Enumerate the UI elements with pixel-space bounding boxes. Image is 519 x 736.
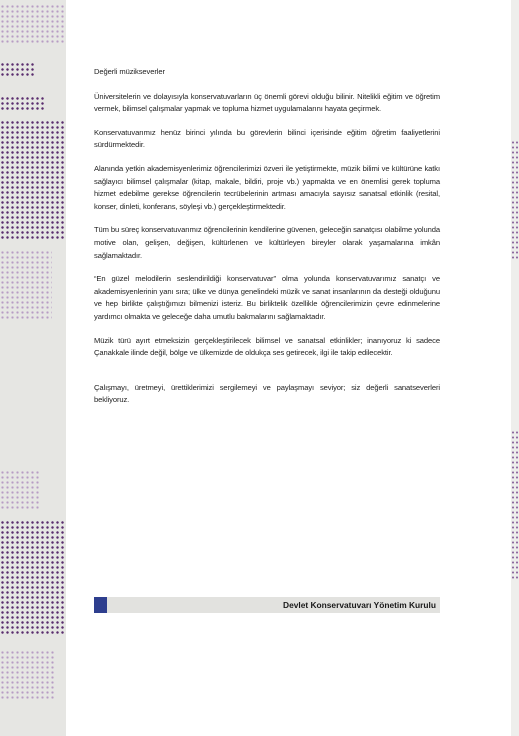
dot-pattern-upper-2 [0, 96, 46, 110]
signature-accent-block [94, 597, 107, 613]
dot-pattern-bottom [0, 650, 56, 700]
dot-pattern-middle-light [0, 250, 52, 320]
signature-bar [94, 597, 440, 613]
paragraph-1: Üniversitelerin ve dolayısıyla konservatuvarların üç önemli görevi olduğu bilinir. Nitelikli eğitim ve öğretim vermek, bilimsel çalışmalar yapmak ve topluma hizmet uygulamalarını hayata geçirmek. [94, 91, 440, 114]
dot-pattern-middle [0, 120, 66, 240]
right-edge-dots-lower [511, 430, 519, 580]
paragraph-2: Konservatuvarımız henüz birinci yılında bu görevlerin bilinci içerisinde eğitim öğretim faaliyetlerini sürdürmektedir. [94, 127, 440, 150]
salutation: Değerli müzikseverler [94, 67, 165, 76]
paragraph-3: Alanında yetkin akademisyenlerimiz öğrencilerimizi özveri ile yetiştirmekte, müzik bilimi ve kültürüne katkı sağlayıcı bilimsel çalışmalar (kitap, makale, bildiri, proje vb.) yapmakta ve en önemlisi gerek topluma hizmet edebilme gerekse öğrencilerin tecrübelerinin artması amacıyla sayısız sanatsal etkinlik (resital, konser, dinleti, konferans, söyleşi vb.) gerçekleştirmektedir. [94, 163, 440, 211]
paragraph-7: Çalışmayı, üretmeyi, ürettiklerimizi sergilemeyi ve paylaşmayı seviyor; siz değerli sanatseverleri bekliyoruz. [94, 382, 440, 405]
dot-pattern-upper [0, 62, 36, 78]
right-edge-band [511, 0, 519, 736]
dot-pattern-top [0, 4, 66, 44]
paragraph-4: Tüm bu süreç konservatuvarımız öğrencilerinin kendilerine güvenen, geleceğin sanatçısı olabilme yolunda motive olan, gelişen, değişen, kültürlenen ve kültürleyen bireyler olarak yaşamalarına imkân sağlamaktadır. [94, 225, 440, 260]
signature-name: Devlet Konservatuvarı Yönetim Kurulu [283, 600, 436, 610]
dot-pattern-lower-light [0, 470, 40, 510]
right-edge-dots-upper [511, 140, 519, 260]
paragraph-6: Müzik türü ayırt etmeksizin gerçekleştirilecek bilimsel ve sanatsal etkinlikler; inanıyoruz ki sadece Çanakkale ilinde değil, bölge ve ülkemizde de oldukça ses getirecek, ilgi ile takip edilecektir. [94, 335, 440, 358]
dot-pattern-lower [0, 520, 66, 635]
letter-body [94, 66, 440, 418]
paragraph-5: “En güzel melodilerin seslendirildiği konservatuvar” olma yolunda konservatuvarımız sanatçı ve akademisyenlerinin yanı sıra; ülke ve dünya genelindeki müzik ve sanat insanlarının da desteği olduğunu ve hep birlikte çalıştığımızı bilmenizi isteriz. Bu birliktelik özellikle öğrencilerimizin çevre edinmelerine yardımcı olmakta ve geleceğe daha umutlu bakmalarını sağlamaktadır. [94, 274, 440, 321]
